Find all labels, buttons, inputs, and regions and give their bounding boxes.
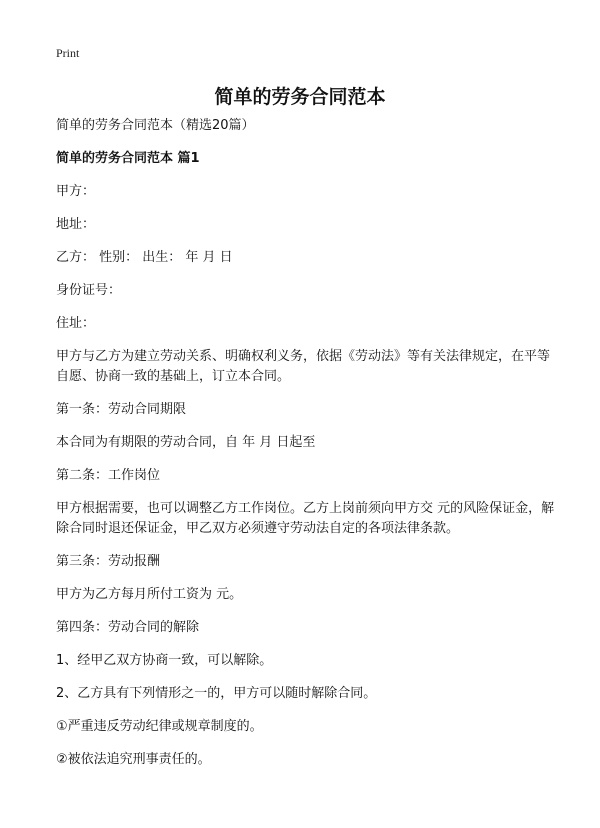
address-field: 地址：: [56, 217, 96, 232]
preamble-paragraph: 甲方与乙方为建立劳动关系、明确权利义务，依据《劳动法》等有关法律规定，在平等自愿、协商一致的基础上，订立本合同。: [56, 349, 551, 384]
article-text: 甲方为乙方每月所付工资为 元。: [56, 587, 243, 602]
article-text: 甲方根据需要，也可以调整乙方工作岗位。乙方上岗前须向甲方交 元的风险保证金，解除合同时退还保证金，甲乙双方必须遵守劳动法自定的各项法律条款。: [56, 501, 555, 536]
party-a-field: 甲方：: [56, 184, 96, 199]
id-number-field: 身份证号：: [56, 283, 122, 298]
sub-clause-item: ①严重违反劳动纪律或规章制度的。: [56, 719, 263, 734]
clause-item: 2、乙方具有下列情形之一的，甲方可以随时解除合同。: [56, 686, 377, 701]
sub-clause-item: ②被依法追究刑事责任的。: [56, 752, 211, 767]
party-b-field: 乙方： 性别： 出生： 年 月 日: [56, 250, 233, 265]
article-heading: 第四条：劳动合同的解除: [56, 620, 200, 635]
document-body: [56, 116, 556, 783]
residence-field: 住址：: [56, 316, 96, 331]
document-subtitle: 简单的劳务合同范本（精选20篇）: [56, 118, 255, 133]
article-text: 本合同为有期限的劳动合同，自 年 月 日起至: [56, 435, 316, 450]
article-heading: 第三条：劳动报酬: [56, 554, 161, 569]
article-heading: 第一条：劳动合同期限: [56, 402, 187, 417]
document-title: 简单的劳务合同范本: [214, 86, 386, 108]
clause-item: 1、经甲乙双方协商一致，可以解除。: [56, 653, 273, 668]
article-heading: 第二条：工作岗位: [56, 468, 161, 483]
section-heading: 简单的劳务合同范本 篇1: [56, 151, 200, 166]
print-link[interactable]: Print: [56, 46, 80, 60]
